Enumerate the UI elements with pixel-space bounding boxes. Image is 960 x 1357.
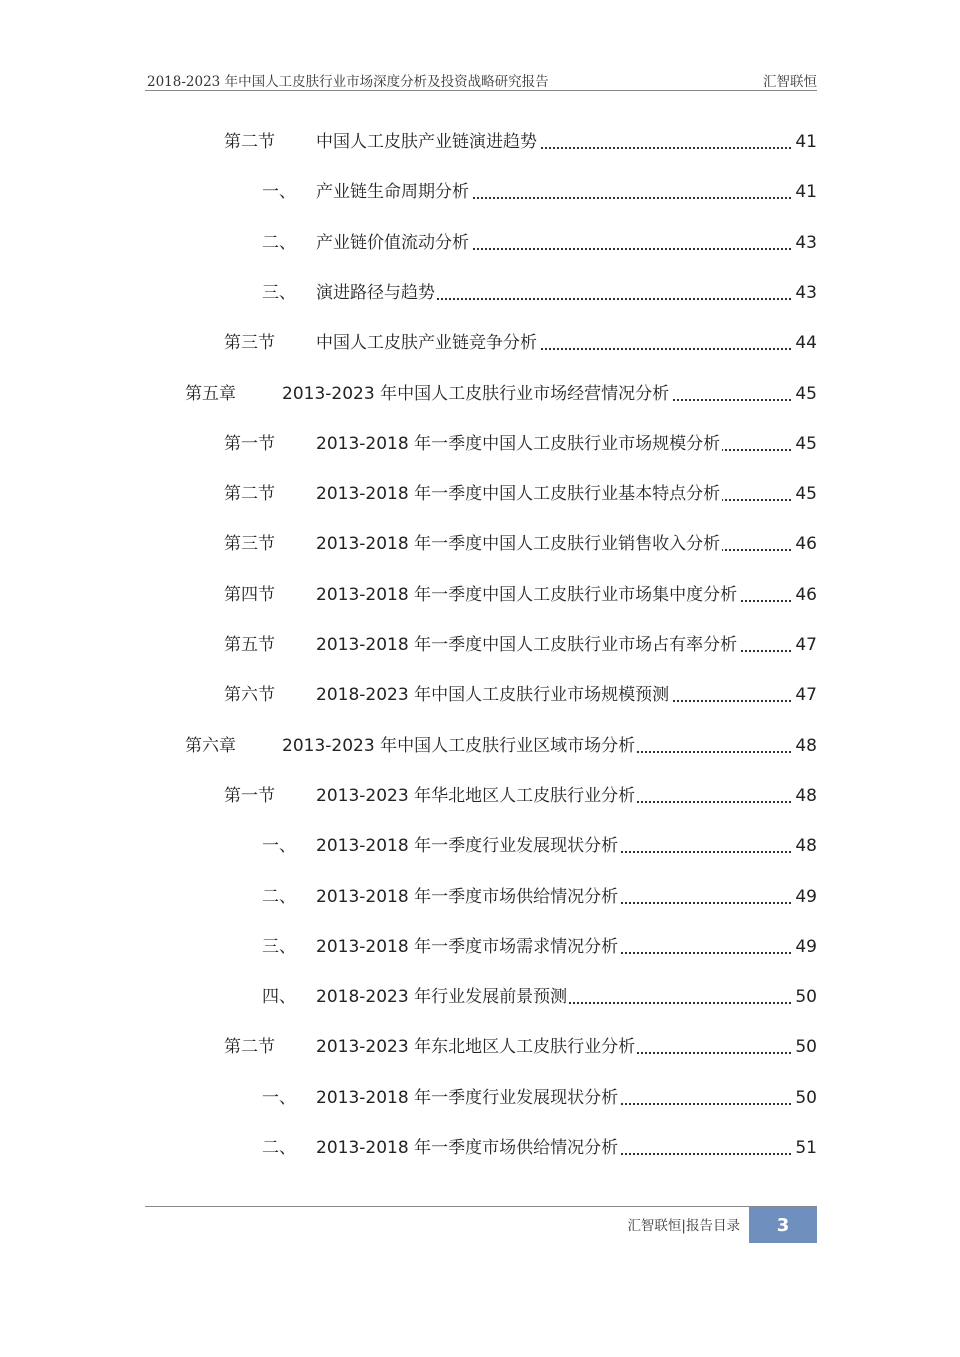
toc-number: 四、 [262,987,296,1007]
toc-title: 2013-2018 年一季度中国人工皮肤行业市场集中度分析 [316,582,739,608]
toc-entry-item[interactable] [262,1085,817,1111]
toc-title: 2013-2018 年一季度行业发展现状分析 [316,1085,620,1111]
toc-page-number: 41 [793,179,817,205]
toc-number: 三、 [262,937,296,957]
toc-number: 一、 [262,1088,296,1108]
toc-page-number: 47 [793,682,817,708]
toc-title: 2013-2023 年华北地区人工皮肤行业分析 [316,783,637,809]
toc-number: 第二节 [224,484,275,504]
header-brand: 汇智联恒 [763,74,817,90]
toc-title: 产业链价值流动分析 [316,230,471,256]
toc-title: 2013-2018 年一季度中国人工皮肤行业基本特点分析 [316,481,722,507]
toc-number: 一、 [262,182,296,202]
toc-number: 第一节 [224,786,275,806]
toc-page-number: 46 [793,582,817,608]
toc-entry-section[interactable] [224,682,817,708]
toc-page-number: 47 [793,632,817,658]
toc-page-number: 46 [793,531,817,557]
toc-page-number: 45 [793,431,817,457]
toc-page-number: 50 [793,1034,817,1060]
toc-number: 第六章 [185,736,236,756]
toc-page-number: 44 [793,330,817,356]
toc-title: 中国人工皮肤产业链竞争分析 [316,330,539,356]
toc-title: 2013-2018 年一季度市场需求情况分析 [316,934,620,960]
toc-title: 产业链生命周期分析 [316,179,471,205]
toc-title: 2013-2018 年一季度中国人工皮肤行业销售收入分析 [316,531,722,557]
toc-title: 2013-2018 年一季度市场供给情况分析 [316,884,620,910]
toc-entry-chapter[interactable] [185,381,817,407]
toc-entry-item[interactable] [262,833,817,859]
toc-entry-chapter[interactable] [185,733,817,759]
toc-entry-item[interactable] [262,280,817,306]
toc-number: 第三节 [224,534,275,554]
toc-entry-item[interactable] [262,934,817,960]
toc-entry-section[interactable] [224,531,817,557]
toc-number: 三、 [262,283,296,303]
toc-number: 一、 [262,836,296,856]
toc-title: 中国人工皮肤产业链演进趋势 [316,129,539,155]
toc-page-number: 43 [793,280,817,306]
toc-page-number: 45 [793,381,817,407]
toc-title: 2013-2023 年东北地区人工皮肤行业分析 [316,1034,637,1060]
footer-divider [145,1206,817,1207]
toc-title: 2013-2023 年中国人工皮肤行业区域市场分析 [282,733,637,759]
toc-title: 2018-2023 年中国人工皮肤行业市场规模预测 [316,682,671,708]
toc-entry-section[interactable] [224,1034,817,1060]
toc-number: 第二节 [224,132,275,152]
toc-entry-item[interactable] [262,179,817,205]
toc-page-number: 48 [793,733,817,759]
toc-page-number: 51 [793,1135,817,1161]
toc-entry-item[interactable] [262,984,817,1010]
toc-entry-item[interactable] [262,884,817,910]
toc-number: 二、 [262,887,296,907]
toc-page-number: 45 [793,481,817,507]
toc-entry-section[interactable] [224,582,817,608]
toc-page-number: 48 [793,833,817,859]
toc-entry-section[interactable] [224,330,817,356]
toc-entry-item[interactable] [262,1135,817,1161]
toc-title: 2013-2018 年一季度行业发展现状分析 [316,833,620,859]
toc-title: 2013-2018 年一季度中国人工皮肤行业市场占有率分析 [316,632,739,658]
toc-number: 第四节 [224,585,275,605]
toc-number: 第三节 [224,333,275,353]
toc-page-number: 50 [793,1085,817,1111]
toc-entry-section[interactable] [224,481,817,507]
toc-title: 2013-2023 年中国人工皮肤行业市场经营情况分析 [282,381,671,407]
toc-number: 第五节 [224,635,275,655]
toc-page-number: 41 [793,129,817,155]
toc-entry-item[interactable] [262,230,817,256]
toc-page-number: 49 [793,934,817,960]
toc-page-number: 43 [793,230,817,256]
toc-number: 第二节 [224,1037,275,1057]
report-title: 2018-2023 年中国人工皮肤行业市场深度分析及投资战略研究报告 [147,74,549,90]
toc-title: 2013-2018 年一季度市场供给情况分析 [316,1135,620,1161]
toc-number: 第六节 [224,685,275,705]
toc-title: 2018-2023 年行业发展前景预测 [316,984,569,1010]
toc-title: 演进路径与趋势 [316,280,437,306]
toc-number: 二、 [262,233,296,253]
toc-entry-section[interactable] [224,431,817,457]
toc-number: 第一节 [224,434,275,454]
toc-title: 2013-2018 年一季度中国人工皮肤行业市场规模分析 [316,431,722,457]
footer-label: 汇智联恒|报告目录 [627,1218,740,1234]
toc-number: 第五章 [185,384,236,404]
toc-entry-section[interactable] [224,632,817,658]
toc-page-number: 50 [793,984,817,1010]
page-number-badge: 3 [749,1207,817,1243]
toc-entry-section[interactable] [224,783,817,809]
toc-page-number: 48 [793,783,817,809]
toc-number: 二、 [262,1138,296,1158]
toc-page-number: 49 [793,884,817,910]
toc-entry-section[interactable] [224,129,817,155]
